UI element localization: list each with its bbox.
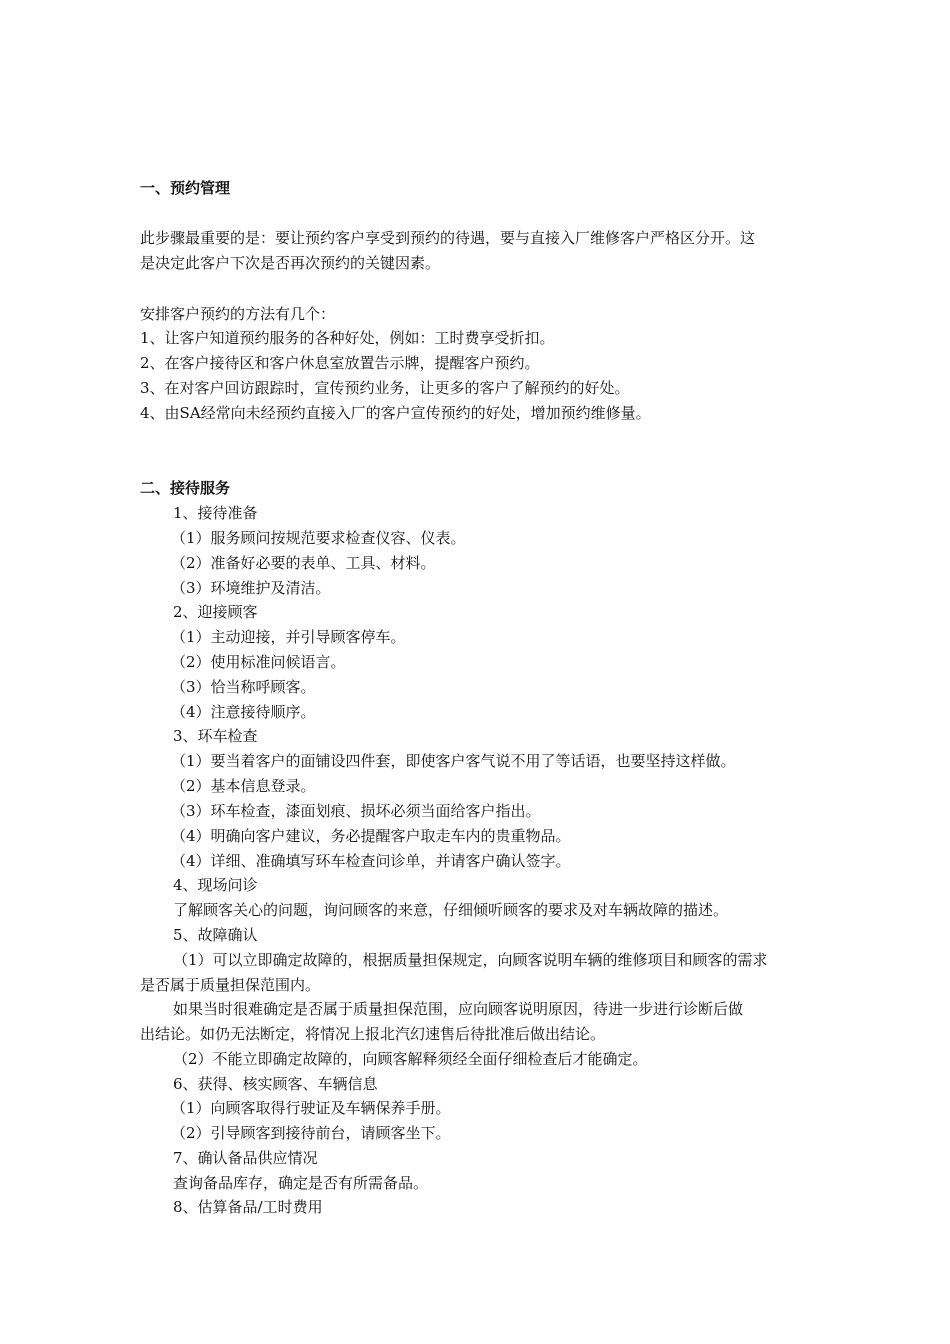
list-item: 5、故障确认 xyxy=(173,926,258,944)
list-item: （2）基本信息登录。 xyxy=(171,777,316,795)
list-item: （3）环境维护及清洁。 xyxy=(171,579,331,597)
list-item: （1）可以立即确定故障的，根据质量担保规定，向顾客说明车辆的维修项目和顾客的需求 xyxy=(173,951,768,969)
list-item: 7、确认备品供应情况 xyxy=(173,1149,318,1167)
list-item: （4）明确向客户建议，务必提醒客户取走车内的贵重物品。 xyxy=(171,827,571,845)
list-item: （1）向顾客取得行驶证及车辆保养手册。 xyxy=(171,1099,451,1117)
list-item: 4、现场问诊 xyxy=(173,876,258,894)
section-2-heading: 二、接待服务 xyxy=(140,479,231,497)
list-item: （3）恰当称呼顾客。 xyxy=(171,678,316,696)
list-item: 1、接待准备 xyxy=(173,504,258,522)
list-item: 6、获得、核实顾客、车辆信息 xyxy=(173,1075,378,1093)
section-1-heading: 一、预约管理 xyxy=(140,179,231,197)
section-1-paragraph-line-2: 是决定此客户下次是否再次预约的关键因素。 xyxy=(140,254,441,272)
list-item: （1）服务顾问按规范要求检查仪容、仪表。 xyxy=(171,529,466,547)
list-item: 了解顾客关心的问题，询问顾客的来意，仔细倾听顾客的要求及对车辆故障的描述。 xyxy=(173,901,729,919)
list-item: （2）引导顾客到接待前台，请顾客坐下。 xyxy=(171,1124,451,1142)
list-item: （4）详细、准确填写环车检查问诊单，并请客户确认签字。 xyxy=(171,852,571,870)
list-item: （2）准备好必要的表单、工具、材料。 xyxy=(171,554,436,572)
method-item-4: 4、由SA经常向未经预约直接入厂的客户宣传预约的好处，增加预约维修量。 xyxy=(140,404,651,422)
list-item: 出结论。如仍无法断定，将情况上报北汽幻速售后待批准后做出结论。 xyxy=(140,1025,606,1043)
list-item: 是否属于质量担保范围内。 xyxy=(140,976,321,994)
list-item: 查询备品库存，确定是否有所需备品。 xyxy=(173,1174,429,1192)
list-item: 如果当时很难确定是否属于质量担保范围，应向顾客说明原因，待进一步进行诊断后做 xyxy=(173,1000,744,1018)
method-item-1: 1、让客户知道预约服务的各种好处，例如：工时费享受折扣。 xyxy=(140,329,555,347)
section-1-paragraph-line-1: 此步骤最重要的是：要让预约客户享受到预约的待遇，要与直接入厂维修客户严格区分开。这 xyxy=(140,229,756,247)
list-item: 2、迎接顾客 xyxy=(173,603,258,621)
list-item: （4）注意接待顺序。 xyxy=(171,703,316,721)
list-item: 3、环车检查 xyxy=(173,727,258,745)
list-item: （3）环车检查，漆面划痕、损坏必须当面给客户指出。 xyxy=(171,802,541,820)
list-item: （2）使用标准问候语言。 xyxy=(171,653,346,671)
list-item: （1）要当着客户的面铺设四件套，即使客户客气说不用了等话语，也要坚持这样做。 xyxy=(171,752,736,770)
list-item: （1）主动迎接，并引导顾客停车。 xyxy=(171,628,406,646)
list-item: （2）不能立即确定故障的，向顾客解释须经全面仔细检查后才能确定。 xyxy=(173,1050,648,1068)
methods-intro: 安排客户预约的方法有几个： xyxy=(140,305,336,323)
method-item-3: 3、在对客户回访跟踪时，宣传预约业务，让更多的客户了解预约的好处。 xyxy=(140,379,630,397)
list-item: 8、估算备品/工时费用 xyxy=(173,1198,323,1216)
method-item-2: 2、在客户接待区和客户休息室放置告示牌，提醒客户预约。 xyxy=(140,354,540,372)
